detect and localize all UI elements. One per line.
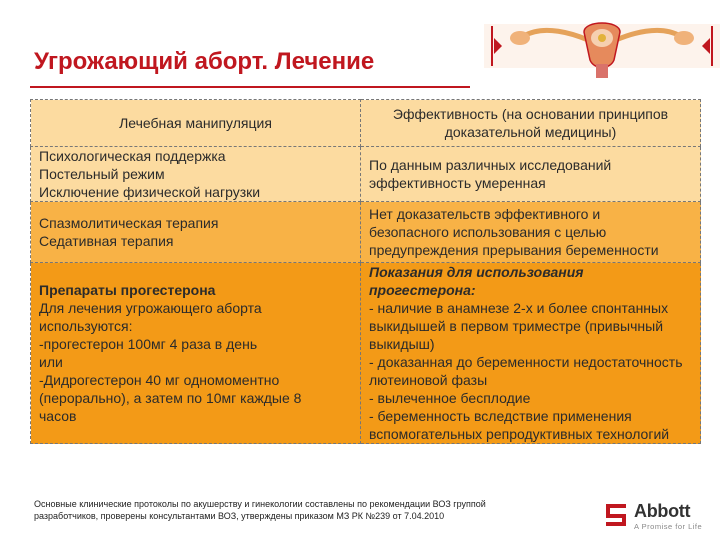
row1-manipulation-cell [31,147,361,202]
cell-line: - беременность вследствие применения [369,408,632,424]
row2-manipulation-cell [31,202,361,263]
logo-wordmark: Abbott [634,501,691,521]
header-cell-efficacy [361,100,701,147]
slide-title: Угрожающий аборт. Лечение [34,48,375,75]
treatment-table [30,99,701,444]
cell-line: эффективность умеренная [369,175,546,191]
cell-line: или [39,354,63,370]
footnote-line: разработчиков, проверены консультантами ВОЗ, утверждены приказом МЗ РК №239 от 7.04.2010 [34,511,445,521]
row3-manipulation-cell [31,263,361,444]
footnote [34,498,584,522]
cell-line: выкидышей в первом триместре (привычный [369,318,664,334]
cell-line: Спазмолитическая терапия [39,215,219,231]
cell-line: безопасного использования с целью [369,224,607,240]
cell-line: вспомогательных репродуктивных технологий [369,426,670,442]
cell-line: (перорально), а затем по 10мг каждые 8 [39,390,302,406]
logo-tagline: A Promise for Life [634,522,703,531]
cell-line: Исключение физической нагрузки [39,184,261,200]
cell-line: Седативная терапия [39,233,174,249]
row1-efficacy-cell [361,147,701,202]
abbott-logo [604,498,714,538]
cell-line: Нет доказательств эффективного и [369,206,601,222]
row3-efficacy-cell [361,263,701,444]
cell-line: предупреждения прерывания беременности [369,242,659,258]
header-efficacy-line: доказательной медицины) [444,124,617,140]
uterus-illustration-icon [484,14,720,80]
footnote-line: Основные клинические протоколы по акушерству и гинекологии составлены по рекомендации ВОЗ группой [34,499,486,509]
header-cell-manipulation [31,100,361,147]
cell-line: лютеиновой фазы [369,372,488,388]
indications-heading: Показания для использования прогестерона: [369,264,584,298]
cell-line: Для лечения угрожающего аборта [39,300,262,316]
cell-line: Психологическая поддержка [39,148,226,164]
cell-line: часов [39,408,77,424]
table-row [31,263,701,444]
table-row [31,202,701,263]
header-label-manipulation: Лечебная манипуляция [119,115,272,131]
cell-line: - доказанная до беременности недостаточность [369,354,683,370]
row2-efficacy-cell [361,202,701,263]
header-efficacy-line: Эффективность (на основании принципов [392,106,669,122]
progesterone-heading: Препараты прогестерона [39,282,216,298]
cell-line: -прогестерон 100мг 4 раза в день [39,336,258,352]
cell-line: -Дидрогестерон 40 мг одномоментно [39,372,280,388]
table-header-row [31,100,701,147]
cell-line: - вылеченное бесплодие [369,390,531,406]
cell-line: По данным различных исследований [369,157,612,173]
cell-line: Постельный режим [39,166,165,182]
abbott-logo-icon [604,502,628,528]
title-underline [30,86,470,88]
cell-line: - наличие в анамнезе 2-х и более спонтанных [369,300,669,316]
table-row [31,147,701,202]
cell-line: выкидыш) [369,336,435,352]
cell-line: используются: [39,318,133,334]
